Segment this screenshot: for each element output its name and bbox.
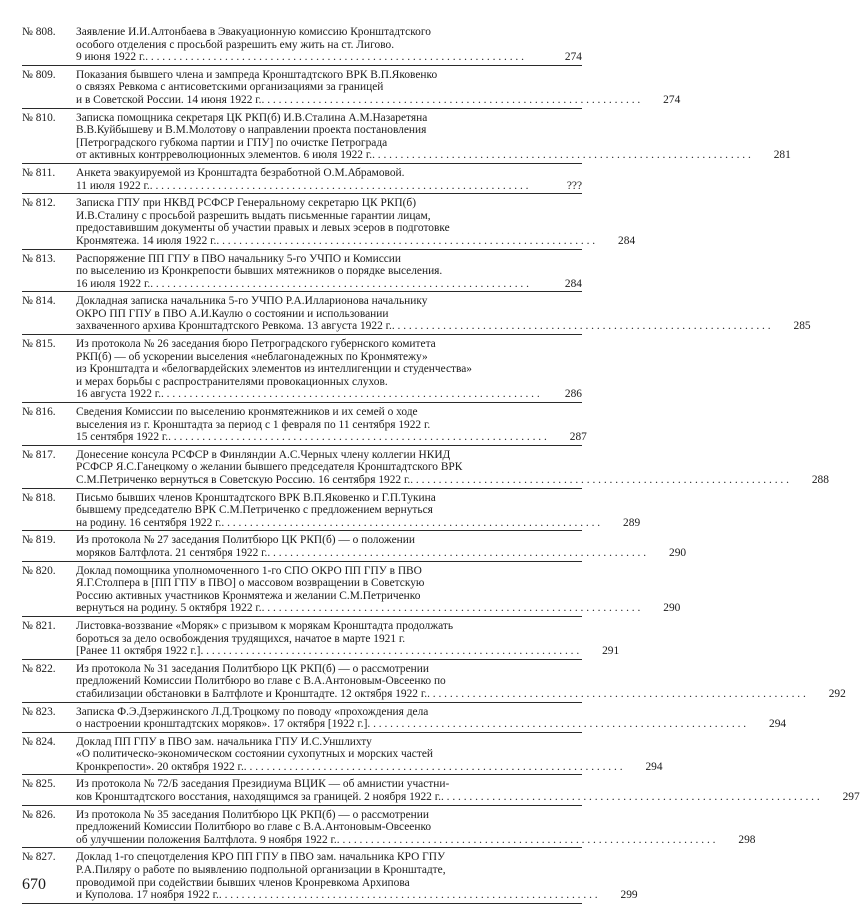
- document-title: [76, 253, 542, 291]
- page-number: 670: [22, 876, 46, 893]
- title-line: из Кронштадта и «белогвардейских элементов из интеллигенции и студенчества»: [76, 363, 472, 376]
- document-title: [76, 736, 623, 774]
- document-entry: [22, 534, 687, 561]
- title-line: Из протокола № 26 заседания бюро Петроградского губернского комитета: [76, 338, 436, 351]
- title-line: Анкета эвакуируемой из Кронштадта безработной О.М.Абрамовой.: [76, 166, 405, 179]
- leader-dots: . . . . . . . . . . . . . . . . . . . . . . . . . . . . . . . . . . . . . . . . . . . . . . . . . . . . . . . . . . . . . . . . . . .: [440, 791, 820, 804]
- title-line-text: об улучшении положения Балтфлота. 9 ноября 1922 г.: [76, 833, 337, 846]
- page-reference: 291: [602, 645, 620, 658]
- title-line: [76, 688, 806, 701]
- title-line-text: 15 сентября 1922 г.: [76, 431, 169, 444]
- document-number: № 811.: [22, 166, 56, 179]
- title-line-text: захваченного архива Кронштадтского Ревкома. 13 августа 1922 г.: [76, 320, 392, 333]
- title-line: предложений Комиссии Политбюро во главе с В.А.Антоновым-Овсеенко по: [76, 675, 446, 688]
- document-entry: [22, 68, 681, 109]
- leader-dots: . . . . . . . . . . . . . . . . . . . . . . . . . . . . . . . . . . . . . . . . . . . . . . . . . . . . . . . . . . . . . . . . . . .: [391, 320, 771, 333]
- document-title: [76, 620, 579, 658]
- title-line: [76, 320, 771, 333]
- document-entry: [22, 735, 663, 776]
- page-reference: 299: [620, 889, 638, 902]
- title-line: особого отделения с просьбой разрешить ему жить на ст. Лигово.: [76, 38, 395, 51]
- title-line: Записка помощника секретаря ЦК РКП(б) И.В.Сталина А.М.Назаретяна: [76, 111, 428, 124]
- document-entry: [22, 808, 756, 849]
- title-line: Р.А.Пиляру о работе по выявлению подпольной организации в Кронштадте,: [76, 864, 446, 877]
- document-number: № 809.: [22, 68, 56, 81]
- leader-dots: . . . . . . . . . . . . . . . . . . . . . . . . . . . . . . . . . . . . . . . . . . . . . . . . . . . . . . . . . . . . . . . . . . .: [221, 516, 601, 529]
- leader-dots: . . . . . . . . . . . . . . . . . . . . . . . . . . . . . . . . . . . . . . . . . . . . . . . . . . . . . . . . . . . . . . . . . . .: [216, 234, 596, 247]
- page-reference: 290: [669, 546, 687, 559]
- title-line: Записка ГПУ при НКВД РСФСР Генеральному секретарю ЦК РКП(б): [76, 197, 416, 210]
- document-number: № 817.: [22, 448, 56, 461]
- document-title: [76, 565, 640, 615]
- document-title: [76, 492, 600, 530]
- page-reference: 292: [828, 687, 846, 700]
- title-line: [76, 602, 640, 615]
- title-line: [76, 235, 595, 248]
- title-line: [76, 791, 820, 804]
- title-line: Доклад помощника уполномоченного 1-го СПО ОКРО ПП ГПУ в ПВО: [76, 564, 422, 577]
- document-number: № 814.: [22, 295, 56, 308]
- document-number: № 822.: [22, 662, 56, 675]
- title-line-text: 11 июля 1922 г.: [76, 179, 150, 192]
- document-entry: [22, 338, 582, 403]
- document-title: [76, 449, 789, 487]
- leader-dots: . . . . . . . . . . . . . . . . . . . . . . . . . . . . . . . . . . . . . . . . . . . . . . . . . . . . . . . . . . . . . . . . . . .: [372, 149, 751, 162]
- title-line-text: и Куполова. 17 ноября 1922 г.: [76, 889, 219, 902]
- document-number: № 821.: [22, 619, 56, 632]
- title-line: Доклад 1-го спецотделения КРО ПП ГПУ в ПВО зам. начальника КРО ГПУ: [76, 851, 446, 864]
- document-title: [76, 338, 542, 401]
- page-reference: 287: [569, 431, 587, 444]
- title-line: Донесение консула РСФСР в Финляндии А.С.Черных члену коллегии НКИД: [76, 448, 451, 461]
- document-title: [76, 534, 646, 559]
- title-line-text: на родину. 16 сентября 1922 г.: [76, 516, 222, 529]
- title-line: [76, 180, 542, 193]
- title-line: выселения из г. Кронштадта за период с 1 февраля по 11 сентября 1922 г.: [76, 418, 431, 431]
- title-line: ОКРО ПП ГПУ в ПВО А.И.Каулю о состоянии и использовании: [76, 307, 389, 320]
- title-line: [76, 761, 623, 774]
- document-number: № 820.: [22, 564, 56, 577]
- document-number: № 808.: [22, 26, 56, 38]
- document-entry: [22, 851, 638, 903]
- title-line: предложений Комиссии Политбюро во главе с В.А.Антоновым-Овсеенко: [76, 821, 432, 834]
- document-title: [76, 69, 640, 107]
- document-entry: [22, 491, 641, 532]
- leader-dots: . . . . . . . . . . . . . . . . . . . . . . . . . . . . . . . . . . . . . . . . . . . . . . . . . . . . . . . . . . . . . . . . . . .: [145, 51, 524, 64]
- document-number: № 816.: [22, 406, 56, 419]
- document-title: [76, 706, 746, 731]
- title-line: предоставившим документы об участии правых и левых эсеров в подготовке: [76, 222, 450, 235]
- document-entry: [22, 448, 829, 489]
- title-line: «О политическо-экономическом состоянии сухопутных и морских частей: [76, 748, 433, 761]
- leader-dots: . . . . . . . . . . . . . . . . . . . . . . . . . . . . . . . . . . . . . . . . . . . . . . . . . . . . . . . . . . . . . . . . . . .: [427, 687, 806, 700]
- title-line: РКП(б) — об ускорении выселения «неблагонадежных по Кронмятежу»: [76, 350, 428, 363]
- page-reference: 274: [564, 51, 582, 64]
- page-reference: 297: [842, 791, 860, 804]
- title-line-text: вернуться на родину. 5 октября 1922 г.: [76, 602, 262, 615]
- page-reference: 284: [618, 234, 636, 247]
- document-title: [76, 809, 716, 847]
- title-line-text: от активных контрреволюционных элементов. 6 июля 1922 г.: [76, 149, 373, 162]
- document-title: [76, 778, 820, 803]
- leader-dots: . . . . . . . . . . . . . . . . . . . . . . . . . . . . . . . . . . . . . . . . . . . . . . . . . . . . . . . . . . . . . . . . . . .: [150, 277, 529, 290]
- title-line: Заявление И.И.Алтонбаева в Эвакуационную комиссию Кронштадтского: [76, 26, 431, 38]
- title-line: и мерах борьбы с распространителями провокационных слухов.: [76, 375, 388, 388]
- page-reference: 284: [564, 277, 582, 290]
- title-line: Из протокола № 72/Б заседания Президиума ВЦИК — об амнистии участни-: [76, 778, 450, 791]
- document-entry: [22, 167, 582, 194]
- leader-dots: . . . . . . . . . . . . . . . . . . . . . . . . . . . . . . . . . . . . . . . . . . . . . . . . . . . . . . . . . . . . . . . . . . .: [218, 889, 598, 902]
- page-reference: 294: [645, 760, 663, 773]
- title-line-text: 16 июля 1922 г.: [76, 277, 151, 290]
- document-number: № 810.: [22, 111, 56, 124]
- page-reference: 298: [738, 833, 756, 846]
- title-line-text: о настроении кронштадтских моряков». 17 октября [1922 г.]: [76, 718, 368, 731]
- title-line: бывшему председателю ВРК С.М.Петриченко с предложением вернуться: [76, 504, 433, 517]
- title-line-text: 16 августа 1922 г.: [76, 388, 161, 401]
- title-line: Доклад ПП ГПУ в ПВО зам. начальника ГПУ И.С.Уншлихту: [76, 735, 372, 748]
- title-line-text: и в Советской России. 14 июня 1922 г.: [76, 93, 262, 106]
- title-line: [76, 834, 716, 847]
- document-title: [76, 295, 771, 333]
- title-line: о связях Ревкома с антисоветскими организациями за границей: [76, 81, 384, 94]
- title-line: РСФСР Я.С.Ганецкому о желании бывшего председателя Кронштадтского ВРК: [76, 461, 463, 474]
- title-line: Из протокола № 35 заседания Политбюро ЦК РКП(б) — о рассмотрении: [76, 808, 429, 821]
- leader-dots: . . . . . . . . . . . . . . . . . . . . . . . . . . . . . . . . . . . . . . . . . . . . . . . . . . . . . . . . . . . . . . . . . . .: [149, 179, 529, 192]
- leader-dots: . . . . . . . . . . . . . . . . . . . . . . . . . . . . . . . . . . . . . . . . . . . . . . . . . . . . . . . . . . . . . . . . . . .: [410, 474, 789, 486]
- leader-dots: . . . . . . . . . . . . . . . . . . . . . . . . . . . . . . . . . . . . . . . . . . . . . . . . . . . . . . . . . . . . . . . . . . .: [261, 93, 641, 106]
- title-line-text: С.М.Петриченко вернуться в Советскую Россию. 16 сентября 1922 г.: [76, 474, 411, 486]
- leader-dots: . . . . . . . . . . . . . . . . . . . . . . . . . . . . . . . . . . . . . . . . . . . . . . . . . . . . . . . . . . . . . . . . . . .: [200, 645, 580, 658]
- document-number: № 815.: [22, 338, 56, 351]
- title-line: [76, 547, 646, 560]
- title-line-text: Кронкрепости». 20 октября 1922 г.: [76, 760, 244, 773]
- title-line: по выселению из Кронкрепости бывших мятежников о порядке выселения.: [76, 265, 443, 278]
- title-line: Листовка-воззвание «Моряк» с призывом к морякам Кронштадта продолжать: [76, 619, 454, 632]
- title-line-text: моряков Балтфлота. 21 сентября 1922 г.: [76, 546, 268, 559]
- title-line: [76, 718, 746, 731]
- document-entry: [22, 564, 681, 617]
- document-entry: [22, 662, 846, 703]
- title-line: Распоряжение ПП ГПУ в ПВО начальнику 5-го УЧПО и Комиссии: [76, 252, 401, 265]
- document-title: [76, 851, 598, 901]
- page-reference: 286: [564, 388, 582, 401]
- leader-dots: . . . . . . . . . . . . . . . . . . . . . . . . . . . . . . . . . . . . . . . . . . . . . . . . . . . . . . . . . . . . . . . . . . .: [261, 602, 641, 615]
- page-reference: 288: [811, 474, 829, 486]
- title-line: [76, 388, 542, 401]
- title-line: [76, 51, 542, 64]
- document-number: № 824.: [22, 735, 56, 748]
- title-line: [76, 431, 547, 444]
- title-line: [Петроградского губкома партии и ГПУ] по очистке Петрограда: [76, 136, 388, 149]
- document-number: № 819.: [22, 534, 56, 547]
- leader-dots: . . . . . . . . . . . . . . . . . . . . . . . . . . . . . . . . . . . . . . . . . . . . . . . . . . . . . . . . . . . . . . . . . . .: [336, 833, 716, 846]
- document-number: № 826.: [22, 808, 56, 821]
- leader-dots: . . . . . . . . . . . . . . . . . . . . . . . . . . . . . . . . . . . . . . . . . . . . . . . . . . . . . . . . . . . . . . . . . . .: [160, 388, 540, 401]
- title-line: Записка Ф.Э.Дзержинского Л.Д.Троцкому по поводу «прохождения дела: [76, 705, 429, 718]
- leader-dots: . . . . . . . . . . . . . . . . . . . . . . . . . . . . . . . . . . . . . . . . . . . . . . . . . . . . . . . . . . . . . . . . . . .: [367, 718, 747, 731]
- title-line: [76, 517, 600, 530]
- document-number: № 823.: [22, 705, 56, 718]
- title-line-text: ков Кронштадтского восстания, находящимся за границей. 2 ноября 1922 г.: [76, 791, 441, 804]
- document-entry: [22, 111, 791, 164]
- document-title: [76, 112, 751, 162]
- page-reference: ???: [566, 179, 582, 192]
- document-number: № 827.: [22, 851, 56, 864]
- title-line: [76, 474, 789, 487]
- title-line-text: [Ранее 11 октября 1922 г.]: [76, 645, 201, 658]
- page-reference: 294: [769, 718, 787, 731]
- document-number: № 818.: [22, 491, 56, 504]
- title-line: Показания бывшего члена и зампреда Кронштадтского ВРК В.П.Яковенко: [76, 68, 438, 81]
- document-entry: [22, 619, 620, 660]
- document-entry: [22, 406, 587, 446]
- document-number: № 813.: [22, 252, 56, 265]
- document-title: [76, 406, 547, 444]
- title-line-text: Кронмятежа. 14 июля 1922 г.: [76, 234, 217, 247]
- document-title: [76, 663, 806, 701]
- document-title: [76, 26, 542, 64]
- title-line: В.В.Куйбышеву и В.М.Молотову о направлении проекта постановления: [76, 124, 427, 137]
- page-reference: 274: [663, 93, 681, 106]
- title-line: [76, 278, 542, 291]
- title-line: Письмо бывших членов Кронштадтского ВРК В.П.Яковенко и Г.П.Тукина: [76, 491, 436, 504]
- title-line: [76, 149, 751, 162]
- page-reference: 281: [773, 149, 791, 162]
- title-line: проводимой при содействии бывших членов Кронревкома Архипова: [76, 876, 410, 889]
- title-line: [76, 889, 598, 902]
- title-line: Я.Г.Столпера в [ПП ГПУ в ПВО] о массовом возвращении в Советскую: [76, 577, 425, 590]
- table-of-contents: [22, 26, 860, 907]
- title-line: Докладная записка начальника 5-го УЧПО Р.А.Илларионова начальнику: [76, 295, 428, 308]
- document-entry: [22, 295, 811, 335]
- document-entry: [22, 197, 636, 249]
- title-line: [76, 645, 579, 658]
- document-number: № 825.: [22, 778, 56, 791]
- leader-dots: . . . . . . . . . . . . . . . . . . . . . . . . . . . . . . . . . . . . . . . . . . . . . . . . . . . . . . . . . . . . . . . . . . .: [243, 760, 623, 773]
- leader-dots: . . . . . . . . . . . . . . . . . . . . . . . . . . . . . . . . . . . . . . . . . . . . . . . . . . . . . . . . . . . . . . . . . . .: [168, 431, 547, 444]
- document-title: [76, 167, 542, 192]
- document-entry: [22, 705, 787, 733]
- leader-dots: . . . . . . . . . . . . . . . . . . . . . . . . . . . . . . . . . . . . . . . . . . . . . . . . . . . . . . . . . . . . . . . . . . .: [267, 546, 647, 559]
- page-reference: 285: [793, 320, 811, 333]
- document-title: [76, 197, 595, 247]
- title-line: [76, 94, 640, 107]
- title-line-text: 9 июня 1922 г.: [76, 51, 146, 64]
- document-entry: [22, 778, 860, 805]
- document-number: № 812.: [22, 197, 56, 210]
- page-reference: 290: [663, 602, 681, 615]
- title-line: Из протокола № 27 заседания Политбюро ЦК РКП(б) — о положении: [76, 534, 415, 547]
- document-entry: [22, 26, 582, 66]
- title-line: Россию активных участников Кронмятежа и желании С.М.Петриченко: [76, 589, 421, 602]
- document-entry: [22, 253, 582, 293]
- title-line: бороться за дело освобождения трудящихся, начатое в марте 1921 г.: [76, 632, 406, 645]
- page-reference: 289: [623, 516, 641, 529]
- title-line: Из протокола № 31 заседания Политбюро ЦК РКП(б) — о рассмотрении: [76, 662, 429, 675]
- title-line-text: стабилизации обстановки в Балтфлоте и Кронштадте. 12 октября 1922 г.: [76, 687, 428, 700]
- title-line: И.В.Сталину с просьбой разрешить выдать письменные гарантии лицам,: [76, 209, 431, 222]
- title-line: Сведения Комиссии по выселению кронмятежников и их семей о ходе: [76, 406, 418, 419]
